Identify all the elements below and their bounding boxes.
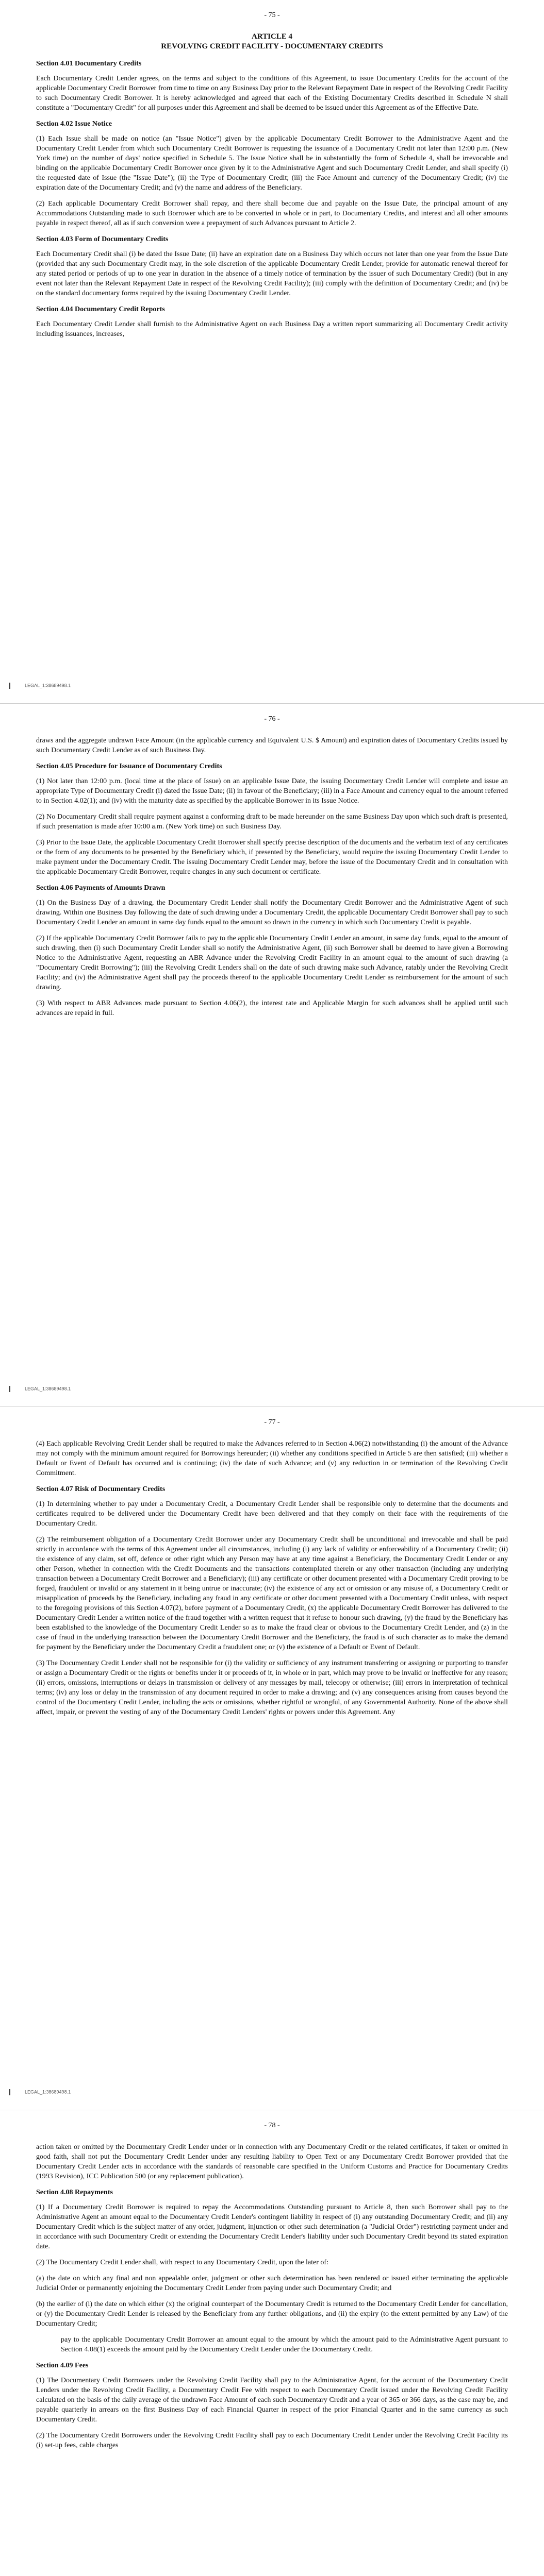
paragraph: (2) The reimbursement obligation of a Documentary Credit Borrower under any Documentary Credit shall be unconditional and irrevocable and shall be paid strictly in accordance with the terms of this Agreement under all circumstances, including (i) any lack of validity or enforceability of a Documentary Credit; (ii) the existence of any claim, set off, defence or other right which any Person may have at any time against a Beneficiary, the Documentary Credit Lender or any other Person, whether in connection with the Credit Documents and the transactions contemplated therein or any other transaction (including any underlying transaction between a Documentary Credit Borrower and a Beneficiary); (iii) any certificate or other document presented with a Documentary Credit proving to be forged, fraudulent or invalid or any statement in it being untrue or inaccurate; (iv) the existence of any act or omission or any misuse of, a Documentary Credit or misapplication of proceeds by the Beneficiary, including any fraud in any certificate or other document presented with a Documentary Credit unless, with respect to the foregoing provisions of this Section 4.07(2), before payment of a Documentary Credit, (x) the applicable Documentary Credit Borrower has delivered to the Documentary Credit Lender a written notice of the fraud together with a written request that it refuse to honour such drawing, (y) the fraud by the Beneficiary has been established to the knowledge of the Documentary Credit Lender so as to make the fraud clear or obvious to the Documentary Credit Lender, and (z) in the case of fraud in the underlying transaction between the Documentary Credit Borrower and the Beneficiary, the fraud is of such character as to make the demand for payment by the Beneficiary under the Documentary Credit a fraudulent one; or (v) the existence of a Default or Event of Default. xyxy=(36,1536,508,1651)
paragraph: (1) If a Documentary Credit Borrower is required to repay the Accommodations Outstanding pursuant to Article 8, then such Borrower shall pay to the Administrative Agent an amount equal to the Documentary Credit Lender's contingent liability in respect of (i) any outstanding Documentary Credit; and (ii) any Documentary Credit which is the subject matter of any order, judgment, injunction or other such determination (a "Judicial Order") restricting payment under and in accordance with such Documentary Credit or extending the Documentary Credit Lender's liability under such Documentary Credit beyond its stated expiration date. xyxy=(36,2204,508,2250)
paragraph: (2) Each applicable Documentary Credit Borrower shall repay, and there shall become due and payable on the Issue Date, the principal amount of any Accommodations Outstanding made to such Borrower which are to be converted in whole or in part, to Documentary Credits, and interest and all other amounts payable in respect thereof, all as if such conversion were a prepayment of such Advances pursuant to Article 2. xyxy=(36,200,508,227)
page-number: - 77 - xyxy=(264,1418,280,1426)
page-number: - 76 - xyxy=(264,715,280,723)
paragraph: Each Documentary Credit Lender agrees, on the terms and subject to the conditions of this Agreement, to issue Documentary Credits for the account of the applicable Documentary Credit Borrower from time to time on any Business Day prior to the Relevant Repayment Date in respect of the Revolving Credit Facility to such Documentary Credit Borrower. It is hereby acknowledged and agreed that each of the Existing Documentary Credits described in Schedule N shall constitute a "Documentary Credit" for all purposes under this Agreement and shall be deemed to be issued under this Agreement as of the Effective Date. xyxy=(36,75,508,112)
paragraph: (2) No Documentary Credit shall require payment against a conforming draft to be made hereunder on the same Business Day upon which such draft is presented, if such presentation is made after 10:00 a.m. (New York time) on such Business Day. xyxy=(36,813,508,831)
page-number: - 75 - xyxy=(264,11,280,19)
page-footer xyxy=(9,683,71,689)
page-content xyxy=(36,32,508,345)
section-heading: Section 4.04 Documentary Credit Reports xyxy=(36,306,165,313)
page-footer xyxy=(9,1386,71,1392)
paragraph: (a) the date on which any final and non appealable order, judgment or other such determination has been rendered or issued either terminating the applicable Judicial Order or permanently enjoining the Documentary Credit Lender from paying under such Documentary Credit; and xyxy=(36,2275,508,2292)
indented-paragraph: pay to the applicable Documentary Credit Borrower an amount equal to the amount by which the amount paid to the Administrative Agent pursuant to Section 4.08(1) exceeds the amount paid by the Documentary Credit Lender under the Documentary Credit. xyxy=(61,2336,508,2353)
paragraph: (1) Not later than 12:00 p.m. (local time at the place of Issue) on an applicable Issue Date, the issuing Documentary Credit Lender will complete and issue an appropriate Type of Documentary Credit (i) dated the Issue Date; (ii) in favour of the Beneficiary; (iii) in a Face Amount and currency equal to the amount referred to in Section 4.02(1); and (iv) with the maturity date as specified by the applicable Borrower in its Issue Notice. xyxy=(36,777,508,805)
paragraph: (1) On the Business Day of a drawing, the Documentary Credit Lender shall notify the Documentary Credit Borrower and the Administrative Agent of such drawing. Within one Business Day following the date of such drawing under a Documentary Credit, the applicable Documentary Credit Borrower shall pay to such Documentary Credit Lender an amount in same day funds equal to the amount so drawn in the currency in which such Documentary Credit is payable. xyxy=(36,899,508,926)
paragraph: (3) Prior to the Issue Date, the applicable Documentary Credit Borrower shall specify precise description of the documents and the verbatim text of any certificates or the form of any documents to be presented by the Beneficiary which, if presented by the Beneficiary, would require the issuing Documentary Credit Lender to make payment under the Documentary Credit. The issuing Documentary Credit Lender may, before the issue of the Documentary Credit and in consultation with the applicable Documentary Credit Borrower, require changes in any such document or certificate. xyxy=(36,839,508,876)
paragraph: (4) Each applicable Revolving Credit Lender shall be required to make the Advances referred to in Section 4.06(2) notwithstanding (i) the amount of the Advance may not comply with the minimum amount required for Borrowings hereunder; (ii) whether any conditions specified in Article 5 are then satisfied; (iii) whether a Default or Event of Default has occurred and is continuing; (iv) the date of such Advance; and (v) any reduction in or termination of the Revolving Credit Commitment. xyxy=(36,1440,508,1477)
margin-bar-icon xyxy=(9,2089,10,2095)
paragraph: (2) If the applicable Documentary Credit Borrower fails to pay to the applicable Documentary Credit Lender an amount, in same day funds, equal to the amount of such drawing, then (i) such Documentary Credit Lender shall so notify the Administrative Agent, (ii) such Borrower shall be deemed to have given a Borrowing Notice to the Administrative Agent, requesting an ABR Advance under the Revolving Credit Facility in an amount equal to the amount of such drawing (a "Documentary Credit Borrowing"); (iii) the Revolving Credit Lenders shall on the date of such drawing make such Advance, ratably under the Revolving Credit Facility; and (iv) the Administrative Agent shall pay the proceeds thereof to the applicable Documentary Credit Lender as reimbursement for the amount of such drawing. xyxy=(36,935,508,991)
paragraph: draws and the aggregate undrawn Face Amount (in the applicable currency and Equivalent U.S. $ Amount) and expiration dates of Documentary Credits issued by such Documentary Credit Lender as of such Business Day. xyxy=(36,737,508,754)
page-content xyxy=(36,2142,508,2456)
article-number: ARTICLE 4 xyxy=(251,32,293,41)
margin-bar-icon xyxy=(9,683,10,689)
section-heading: Section 4.05 Procedure for Issuance of Documentary Credits xyxy=(36,762,222,770)
document-page xyxy=(0,0,544,703)
section-heading: Section 4.07 Risk of Documentary Credits xyxy=(36,1485,166,1493)
section-heading: Section 4.08 Repayments xyxy=(36,2189,113,2196)
document-page xyxy=(0,1406,544,2110)
page-number: - 78 - xyxy=(264,2122,280,2129)
article-title: REVOLVING CREDIT FACILITY - DOCUMENTARY CREDITS xyxy=(161,42,383,50)
paragraph: (3) The Documentary Credit Lender shall not be responsible for (i) the validity or sufficiency of any instrument transferring or assigning or purporting to transfer or assign a Documentary Credit or the rights or benefits under it or proceeds of it, in whole or in part, which may prove to be invalid or ineffective for any reason; (ii) errors, omissions, interruptions or delays in transmission or delivery of any messages by mail, telecopy or otherwise; (iii) errors in interpretation of technical terms; (iv) any loss or delay in the transmission of any document required in order to make a drawing; and (v) any consequences arising from causes beyond the control of the Documentary Credit Lender, including the acts or omissions, whether rightful or wrongful, of any Governmental Authority. None of the above shall affect, impair, or prevent the vesting of any of the Documentary Credit Lenders' rights or powers under this Agreement. Any xyxy=(36,1659,508,1716)
paragraph: Each Documentary Credit Lender shall furnish to the Administrative Agent on each Business Day a written report summarizing all Documentary Credit activity including issuances, increases, xyxy=(36,320,508,338)
section-heading: Section 4.06 Payments of Amounts Drawn xyxy=(36,884,166,892)
page-footer xyxy=(9,2089,71,2095)
paragraph: action taken or omitted by the Documentary Credit Lender under or in connection with any Documentary Credit or the related certificates, if taken or omitted in good faith, shall not put the Documentary Credit Lender under any resulting liability to Open Text or any Documentary Credit Borrower provided that the Documentary Credit Lender acts in accordance with the standards of reasonable care specified in the Uniform Customs and Practice for Documentary Credits (1993 Revision), ICC Publication 500 (or any replacement publication). xyxy=(36,2143,508,2180)
section-heading: Section 4.03 Form of Documentary Credits xyxy=(36,235,169,243)
paragraph: (1) The Documentary Credit Borrowers under the Revolving Credit Facility shall pay to the Administrative Agent, for the account of the Documentary Credit Lenders under the Revolving Credit Facility, a Documentary Credit Fee with respect to each Documentary Credit issued under the Revolving Credit Facility calculated on the basis of the daily average of the undrawn Face Amount of each such Documentary Credit and a year of 365 or 366 days, as the case may be, and payable quarterly in arrears on the first Business Day of each Financial Quarter in respect of the prior Financial Quarter and in the same currency as such Documentary Credit. xyxy=(36,2377,508,2424)
page-content xyxy=(36,1439,508,1723)
section-heading: Section 4.01 Documentary Credits xyxy=(36,60,142,67)
footer-reference: LEGAL_1:38689498.1 xyxy=(25,2089,71,2095)
paragraph: (2) The Documentary Credit Lender shall, with respect to any Documentary Credit, upon the later of: xyxy=(36,2259,328,2266)
margin-bar-icon xyxy=(9,1386,10,1392)
paragraph: (1) In determining whether to pay under a Documentary Credit, a Documentary Credit Lender shall be responsible only to determine that the documents and certificates required to be delivered under the Documentary Credit have been delivered and that they comply on their face with the requirements of the Documentary Credit. xyxy=(36,1500,508,1528)
document-page xyxy=(0,2110,544,2576)
footer-reference: LEGAL_1:38689498.1 xyxy=(25,1386,71,1392)
paragraph: (1) Each Issue shall be made on notice (an "Issue Notice") given by the applicable Documentary Credit Borrower to the Administrative Agent and the Documentary Credit Lender from which such Documentary Credit Borrower is requesting the issuance of a Documentary Credit not later than 12:00 p.m. (New York time) on the number of days' notice specified in Schedule 5. The Issue Notice shall be in substantially the form of Schedule 4, shall be irrevocable and binding on the applicable Documentary Credit Borrower once given by it to the Administrative Agent and such Documentary Credit Lender, and shall specify (i) the requested date of Issue (the "Issue Date"); (ii) the Type of Documentary Credit; (iii) the Face Amount and currency of the Documentary Credit; (iv) the expiration date of the Documentary Credit; and (v) the name and address of the Beneficiary. xyxy=(36,135,508,192)
paragraph: Each Documentary Credit shall (i) be dated the Issue Date; (ii) have an expiration date on a Business Day which occurs not later than one year from the Issue Date (provided that any such Documentary Credit may, in the sole discretion of the applicable Documentary Credit Lender, provide for automatic renewal thereof for any stated period or periods of up to one year in duration in the absence of a timely notice of termination by the issuer of such Documentary Credit) (but in any event not later than the Relevant Repayment Date in respect of the Revolving Credit Facility); (iii) comply with the definition of Documentary Credit; and (iv) be on the standard documentary forms required by the issuing Documentary Credit Lender. xyxy=(36,250,508,297)
paragraph: (2) The Documentary Credit Borrowers under the Revolving Credit Facility shall pay to each Documentary Credit Lender under the Revolving Credit Facility its (i) set-up fees, cable charges xyxy=(36,2432,508,2449)
footer-reference: LEGAL_1:38689498.1 xyxy=(25,683,71,688)
section-heading: Section 4.09 Fees xyxy=(36,2362,89,2369)
paragraph: (b) the earlier of (i) the date on which either (x) the original counterpart of the Documentary Credit is returned to the Documentary Credit Lender for cancellation, or (y) the Documentary Credit Lender is released by the Beneficiary from any further obligations, and (ii) the expiry (to the extent permitted by any Law) of the Documentary Credit; xyxy=(36,2300,508,2328)
section-heading: Section 4.02 Issue Notice xyxy=(36,120,112,128)
paragraph: (3) With respect to ABR Advances made pursuant to Section 4.06(2), the interest rate and Applicable Margin for such advances shall be applied until such advances are repaid in full. xyxy=(36,999,508,1017)
document-page xyxy=(0,703,544,1406)
page-content xyxy=(36,736,508,1024)
